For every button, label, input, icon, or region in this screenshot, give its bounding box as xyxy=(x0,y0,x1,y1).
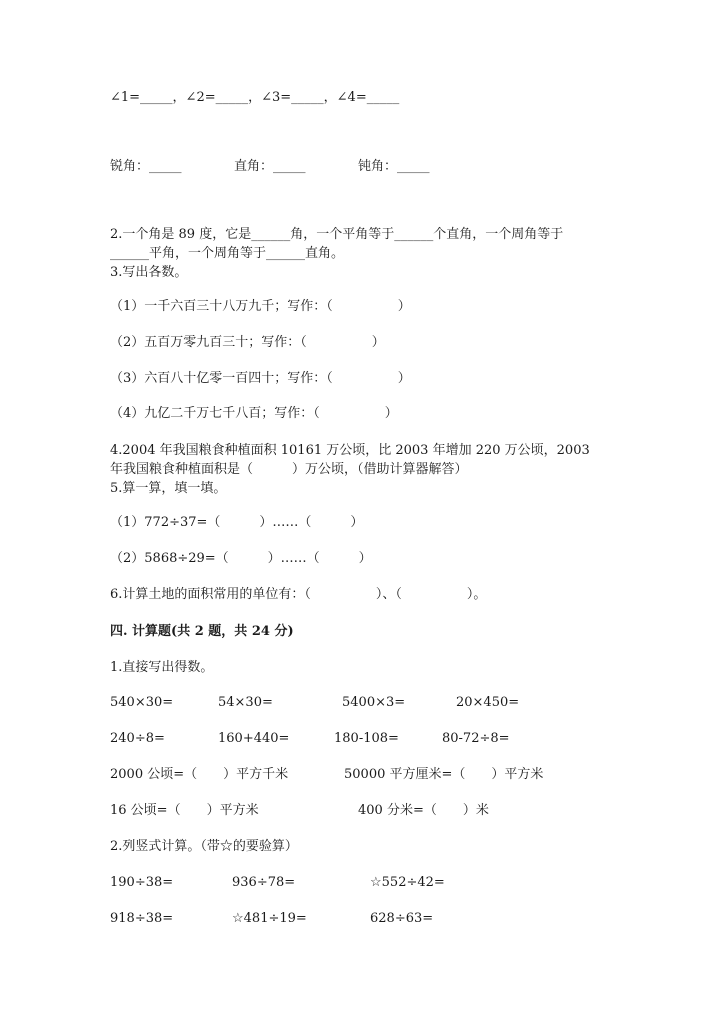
calc-r1c4: 20×450= xyxy=(456,695,520,710)
div-r1c3: ☆552÷42= xyxy=(370,875,445,890)
s4-p1-title: 1.直接写出得数。 xyxy=(110,660,214,675)
angles-blanks: ∠1=_____，∠2=_____，∠3=_____，∠4=_____ xyxy=(110,90,400,105)
right-angle-blank: 直角：_____ xyxy=(234,159,306,174)
q2-line1: 2.一个角是 89 度，它是______角，一个平角等于______个直角，一个周角等于 xyxy=(110,227,564,242)
q3-item-4: （4）九亿二千万七千八百；写作：（ ） xyxy=(110,406,398,421)
q3-title: 3.写出各数。 xyxy=(110,265,188,280)
calc-r4c1: 16 公顷=（ ）平方米 xyxy=(110,803,259,818)
q4-line2: 年我国粮食种植面积是（ ）万公顷，（借助计算器解答） xyxy=(110,462,468,477)
q5-title: 5.算一算，填一填。 xyxy=(110,481,227,496)
calc-r1c3: 5400×3= xyxy=(342,695,406,710)
div-r1c1: 190÷38= xyxy=(110,875,174,890)
calc-r2c3: 180-108= xyxy=(334,731,399,746)
q4-line1: 4.2004 年我国粮食种植面积 10161 万公顷，比 2003 年增加 220 万公顷，2003 xyxy=(110,443,590,458)
calc-r1c2: 54×30= xyxy=(218,695,273,710)
calc-r3c2: 50000 平方厘米=（ ）平方米 xyxy=(344,767,544,782)
q3-item-1: （1）一千六百三十八万九千；写作：（ ） xyxy=(110,299,411,314)
calc-r2c2: 160+440= xyxy=(218,731,290,746)
div-r2c3: 628÷63= xyxy=(370,911,434,926)
calc-r4c2: 400 分米=（ ）米 xyxy=(358,803,489,818)
q2-line2: ______平角，一个周角等于______直角。 xyxy=(110,246,345,261)
div-r2c2: ☆481÷19= xyxy=(232,911,307,926)
acute-angle-blank: 锐角：_____ xyxy=(110,159,182,174)
calc-r3c1: 2000 公顷=（ ）平方千米 xyxy=(110,767,289,782)
section4-heading: 四. 计算题(共 2 题，共 24 分) xyxy=(110,624,294,639)
q3-item-2: （2）五百万零九百三十；写作：（ ） xyxy=(110,335,385,350)
q6: 6.计算土地的面积常用的单位有：（ ）、（ ）。 xyxy=(110,587,487,602)
obtuse-angle-blank: 钝角：_____ xyxy=(358,159,430,174)
s4-p2-title: 2.列竖式计算。（带☆的要验算） xyxy=(110,839,298,854)
q5-item-2: （2）5868÷29=（ ）……（ ） xyxy=(110,551,372,566)
calc-r2c4: 80-72÷8= xyxy=(442,731,510,746)
div-r2c1: 918÷38= xyxy=(110,911,174,926)
q5-item-1: （1）772÷37=（ ）……（ ） xyxy=(110,515,364,530)
calc-r1c1: 540×30= xyxy=(110,695,174,710)
calc-r2c1: 240÷8= xyxy=(110,731,165,746)
div-r1c2: 936÷78= xyxy=(232,875,296,890)
q3-item-3: （3）六百八十亿零一百四十；写作：（ ） xyxy=(110,371,411,386)
